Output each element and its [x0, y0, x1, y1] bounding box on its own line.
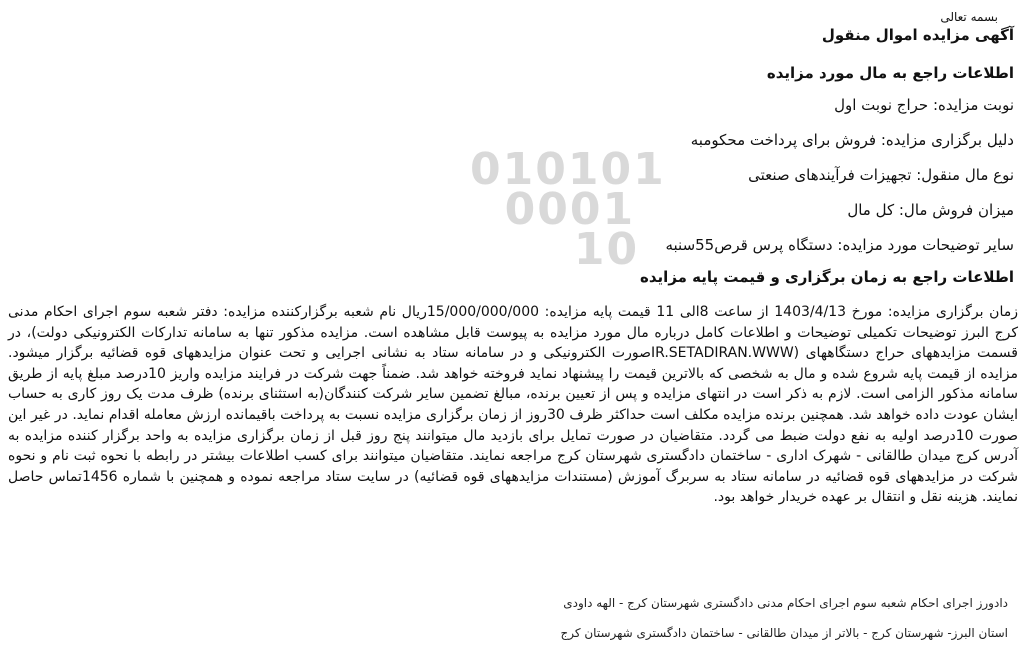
bismillah-text: بسمه تعالی: [940, 10, 998, 24]
field-auction-reason: [691, 131, 1014, 149]
footer-address-line: استان البرز- شهرستان کرج - بالاتر از میدان طالقانی - ساختمان دادگستری شهرستان کرج: [560, 626, 1008, 640]
field-value: دستگاه پرس قرص55سنبه: [665, 236, 833, 254]
field-value: فروش برای پرداخت محکومبه: [690, 131, 877, 149]
field-auction-round: [834, 96, 1014, 114]
watermark-logo: 010101 0001 10: [470, 144, 666, 275]
field-value: تجهیزات فرآیندهای صنعتی: [748, 166, 912, 184]
section-heading-time-price: اطلاعات راجع به زمان برگزاری و قیمت پایه مزایده: [640, 268, 1014, 286]
field-item-type: [748, 166, 1014, 184]
footer-officer-line: دادورز اجرای احکام شعبه سوم اجرای احکام مدنی دادگستری شهرستان کرج - الهه داودی: [563, 596, 1008, 610]
field-value: حراج نوبت اول: [834, 96, 929, 114]
field-value: کل مال: [847, 201, 895, 219]
field-other-details: [665, 236, 1014, 254]
field-label: میزان فروش مال:: [898, 201, 1014, 219]
field-label: دلیل برگزاری مزایده:: [880, 131, 1014, 149]
section-heading-item-info: اطلاعات راجع به مال مورد مزایده: [766, 64, 1014, 82]
field-label: نوع مال منقول:: [916, 166, 1014, 184]
field-sale-amount: [847, 201, 1014, 219]
field-label: سایر توضیحات مورد مزایده:: [837, 236, 1014, 254]
field-label: نوبت مزایده:: [932, 96, 1014, 114]
page-title: آگهی مزایده اموال منقول: [821, 26, 1014, 44]
auction-details-paragraph: زمان برگزاری مزایده: مورخ 1403/4/13 از ساعت 8الی 11 قیمت پایه مزایده: 15/000/000/000ریال نام شعبه برگزارکننده مزایده: دفتر شعبه سوم اجرای احکام مدنی کرج البرز توضیحات تکمیلی توضیحات و اطلاعات کامل درباره مال مورد مزایده به پیوست قابل مشاهده است. مزایده مذکور تنها به سامانه تدارکات الکترونیکی دولت)، در قسمت مزایدههای حراج دستگاههای (IR.SETADIRAN.WWWصورت الکترونیکی و در سامانه ستاد به نشانی اجرایی و تحت عنوان مزایدههای قوه قضائیه برگزار میشود. مزایده از قیمت پایه شروع شده و مال به شخصی که بالاترین قیمت را پیشنهاد نماید فروخته خواهد شد. ضمناً جهت شرکت در فرایند مزایده واریز 10درصد مبلغ پایه از طریق سامانه مذکور الزامی است. لازم به ذکر است در انتهای مزایده و پس از تعیین برنده، مبالغ تضمین سایر شرکت کنندگان(به استثنای برنده) ظرف مدت یک روز کاری به حساب ایشان عودت داده خواهد شد. همچنین برنده مزایده مکلف است حداکثر ظرف 30روز از زمان برگزاری مزایده نسبت به پرداخت باقیمانده ارزش معامله اقدام نماید. در غیر این صورت 10درصد اولیه به نفع دولت ضبط می گردد. متقاضیان در صورت تمایل برای بازدید مال میتوانند پنج روز قبل از زمان برگزاری مزایده به واحد برگزار کننده مزایده به آدرس کرج میدان طالقانی - شهرک اداری - ساختمان دادگستری شهرستان کرج مراجعه نمایند. متقاضیان میتوانند برای کسب اطلاعات بیشتر در رابطه با نحوه ثبت نام و نحوه شرکت در مزایدههای قوه قضائیه در سامانه ستاد به سربرگ آموزش (مستندات مزایدههای قوه قضائیه) در سایت ستاد مراجعه نموده و همچنین با شماره 1456تماس حاصل نمایند. هزینه نقل و انتقال بر عهده خریدار خواهد بود.: [8, 304, 1018, 506]
